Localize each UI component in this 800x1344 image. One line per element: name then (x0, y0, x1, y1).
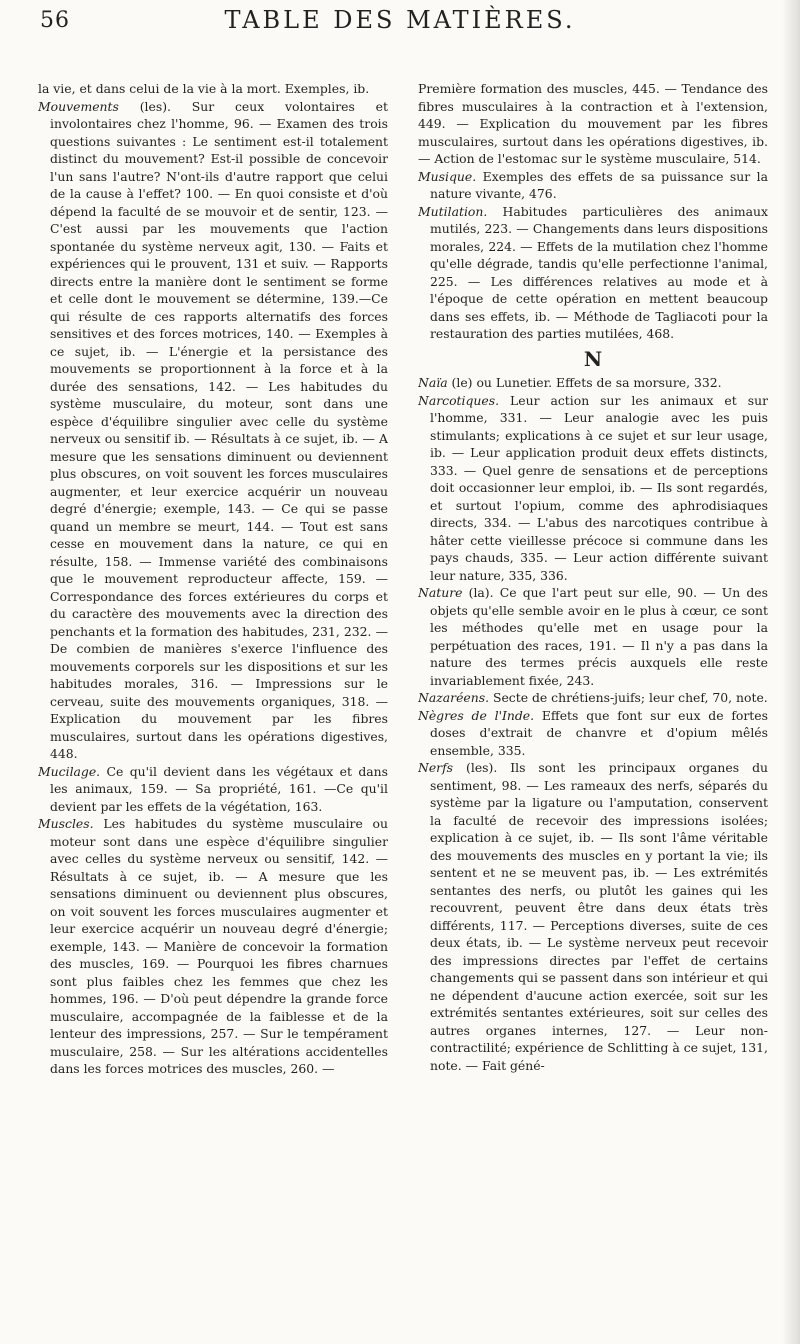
index-entry (38, 98, 388, 763)
index-entry-text: (la). Ce que l'art peut sur elle, 90. — Un des objets qu'elle semble avoir en le plus à cœur, ce sont les méthodes qu'elle met en usage pour la perpétuation des races, 191. — Il n'y a pas dans la nature des termes précis auxquels elle reste invariablement fixée, 243. (430, 585, 768, 688)
index-entry-text: Leur action sur les animaux et sur l'homme, 331. — Leur analogie avec les puis stimulants; explications à ce sujet et sur leur usage, ib. — Leur application produit deux effets distincts, 333. — Quel genre de sensations et de perceptions doit occasionner leur emploi, ib. — Ils sont regardés, et surtout l'opium, comme des aphrodisiaques directs, 334. — L'abus des narcotiques contribue à hâter cette vieillesse précoce si commune dans les pays chauds, 335. — Leur action différente suivant leur nature, 335, 336. (430, 392, 768, 583)
index-entry-term: Nazaréens. (418, 690, 490, 705)
index-entry (418, 759, 768, 1074)
section-letter-n: N (583, 346, 603, 371)
index-entry (418, 689, 768, 707)
index-entry (418, 584, 768, 689)
index-entry-text: (les). Sur ceux volontaires et involontaires chez l'homme, 96. — Examen des trois questions suivantes : Le sentiment est-il totalement distinct du mouvement? Est-il possible de concevoir l'un sans l'autre? N'ont-ils d'autre rapport que celui de la cause à l'effet? 100. — En quoi consiste et d'où dépend la faculté de se mouvoir et de sentir, 123. — C'est aussi par les mouvements que l'action spontanée du système nerveux agit, 130. — Faits et expériences qui le prouvent, 131 et suiv. — Rapports directs entre la manière dont le sentiment se forme et celle dont le mouvement se détermine, 139.—Ce qui résulte de ces rapports alternatifs des forces sensitives et des forces motrices, 140. — Exemples à ce sujet, ib. — L'énergie et la persistance des mouvements se proportionnent à la force et à la durée des sensations, 142. — Les habitudes du système musculaire, du moteur, sont dans une espèce d'équilibre singulier avec celle du système nerveux ou sensitif ib. — Résultats à ce sujet, ib. — A mesure que les sensations diminuent ou deviennent plus obscures, on voit souvent les forces musculaires augmenter, et leur exercice acquérir un nouveau degré d'énergie; exemple, 143. — Ce qui se passe quand un membre se meurt, 144. — Tout est sans cesse en mouvement dans la nature, ce qui en résulte, 158. — Immense variété des combinaisons que le mouvement reproducteur affecte, 159. — Correspondance des forces extérieures du corps et du caractère des mouvements avec la direction des penchants et la formation des habitudes, 231, 232. — De combien de manières s'exerce l'influence des mouvements corporels sur les dispositions et sur les habitudes morales, 316. — Impressions sur le cerveau, suite des mouvements organiques, 318. — Explication du mouvement par les fibres musculaires, surtout dans les opérations digestives, 448. (50, 98, 388, 761)
right-column-entries-n (418, 374, 768, 1074)
index-entry-text: Habitudes particulières des animaux mutilés, 223. — Changements dans leurs dispositions morales, 224. — Effets de la mutilation chez l'homme qu'elle dégrade, tandis qu'elle perfectionne l'animal, 225. — Les différences relatives au mode et à l'époque de cette opération en mettent beaucoup dans ses effets, ib. — Méthode de Tagliacoti pour la restauration des parties mutilées, 468. (430, 203, 768, 341)
left-column (38, 80, 388, 1330)
index-entry-term: Nerfs (418, 760, 454, 775)
index-entry-text: Première formation des muscles, 445. — Tendance des fibres musculaires à la contraction et à l'extension, 449. — Explication du mouvement par les fibres musculaires, surtout dans les opérations digestives, ib. — Action de l'estomac sur le système musculaire, 514. (418, 81, 768, 166)
index-entry-term: Narcotiques. (418, 392, 500, 408)
index-entry-text: Les habitudes du système musculaire ou moteur sont dans une espèce d'équilibre singulier avec celles du système nerveux ou sensitif, 142. — Résultats à ce sujet, ib. — A mesure que les sensations diminuent ou deviennent plus obscures, on voit souvent les forces musculaires augmenter et leur exercice acquérir un nouveau degré d'énergie; exemple, 143. — Manière de concevoir la formation des muscles, 169. — Pourquoi les fibres charnues sont plus faibles chez les femmes que chez les hommes, 196. — D'où peut dépendre la grande force musculaire, accompagnée de la faiblesse et de la lenteur des impressions, 257. — Sur le tempérament musculaire, 258. — Sur les altérations accidentelles dans les forces motrices des muscles, 260. — (50, 816, 388, 1076)
index-entry-term: Nègres de l'Inde. (418, 707, 535, 723)
running-title: TABLE DES MATIÈRES. (224, 6, 576, 34)
index-entry-term: Muscles. (38, 816, 94, 831)
index-entry (418, 203, 768, 343)
index-entry-term: Mouvements (38, 98, 119, 114)
right-column (418, 80, 768, 1330)
index-entry-term: Mucilage. (38, 763, 101, 779)
index-entry (418, 374, 768, 392)
index-entry-text: Effets que font sur eux de fortes doses d'extrait de chanvre et d'opium mêlés ensemble, 335. (430, 707, 768, 758)
index-entry-term: Musique. (418, 168, 477, 184)
index-entry-term: Nature (418, 585, 463, 600)
index-entry (38, 815, 388, 1078)
page-edge-shadow (782, 0, 800, 1344)
index-entry (38, 763, 388, 816)
two-column-body (38, 80, 768, 1330)
index-entry-text: Exemples des effets de sa puissance sur la nature vivante, 476. (430, 168, 768, 201)
index-entry-term: Naïa (418, 375, 448, 390)
index-entry-text: (le) ou Lunetier. Effets de sa morsure, 332. (451, 375, 722, 390)
index-entry (418, 168, 768, 203)
index-entry (38, 80, 388, 98)
index-entry-text: Ce qu'il devient dans les végétaux et dans les animaux, 159. — Sa propriété, 161. —Ce qu'il devient par les effets de la végétation, 163. (50, 763, 388, 814)
index-entry-term: Mutilation. (418, 203, 488, 219)
index-entry (418, 80, 768, 168)
index-entry-text: Secte de chrétiens-juifs; leur chef, 70, note. (492, 690, 768, 705)
page-number: 56 (40, 8, 70, 33)
index-entry-text: la vie, et dans celui de la vie à la mort. Exemples, ib. (38, 81, 370, 96)
index-entry (418, 707, 768, 760)
index-entry (418, 392, 768, 585)
index-entry-text: (les). Ils sont les principaux organes du sentiment, 98. — Les rameaux des nerfs, séparés du système par la ligature ou l'amputation, conservent la faculté de recevoir des impressions isolées; explication à ce sujet, ib. — Ils sont l'âme véritable des mouvements des muscles en y portant la vie; ils sentent et ne se meuvent pas, ib. — Les extrémités sentantes des nerfs, ou plutôt les gaines qui les recouvrent, peuvent être dans deux états très différents, 117. — Perceptions diverses, suite de ces deux états, ib. — Le système nerveux peut recevoir des impressions directes par l'effet de certains changements qui se passent dans son intérieur et qui ne dépendent d'aucune action exercée, soit sur les extrémités sentantes extérieures, soit sur celles des autres organes internes, 127. — Leur non-contractilité; expérience de Schlitting à ce sujet, 131, note. — Fait géné- (430, 760, 768, 1073)
right-column-entries-m (418, 80, 768, 343)
